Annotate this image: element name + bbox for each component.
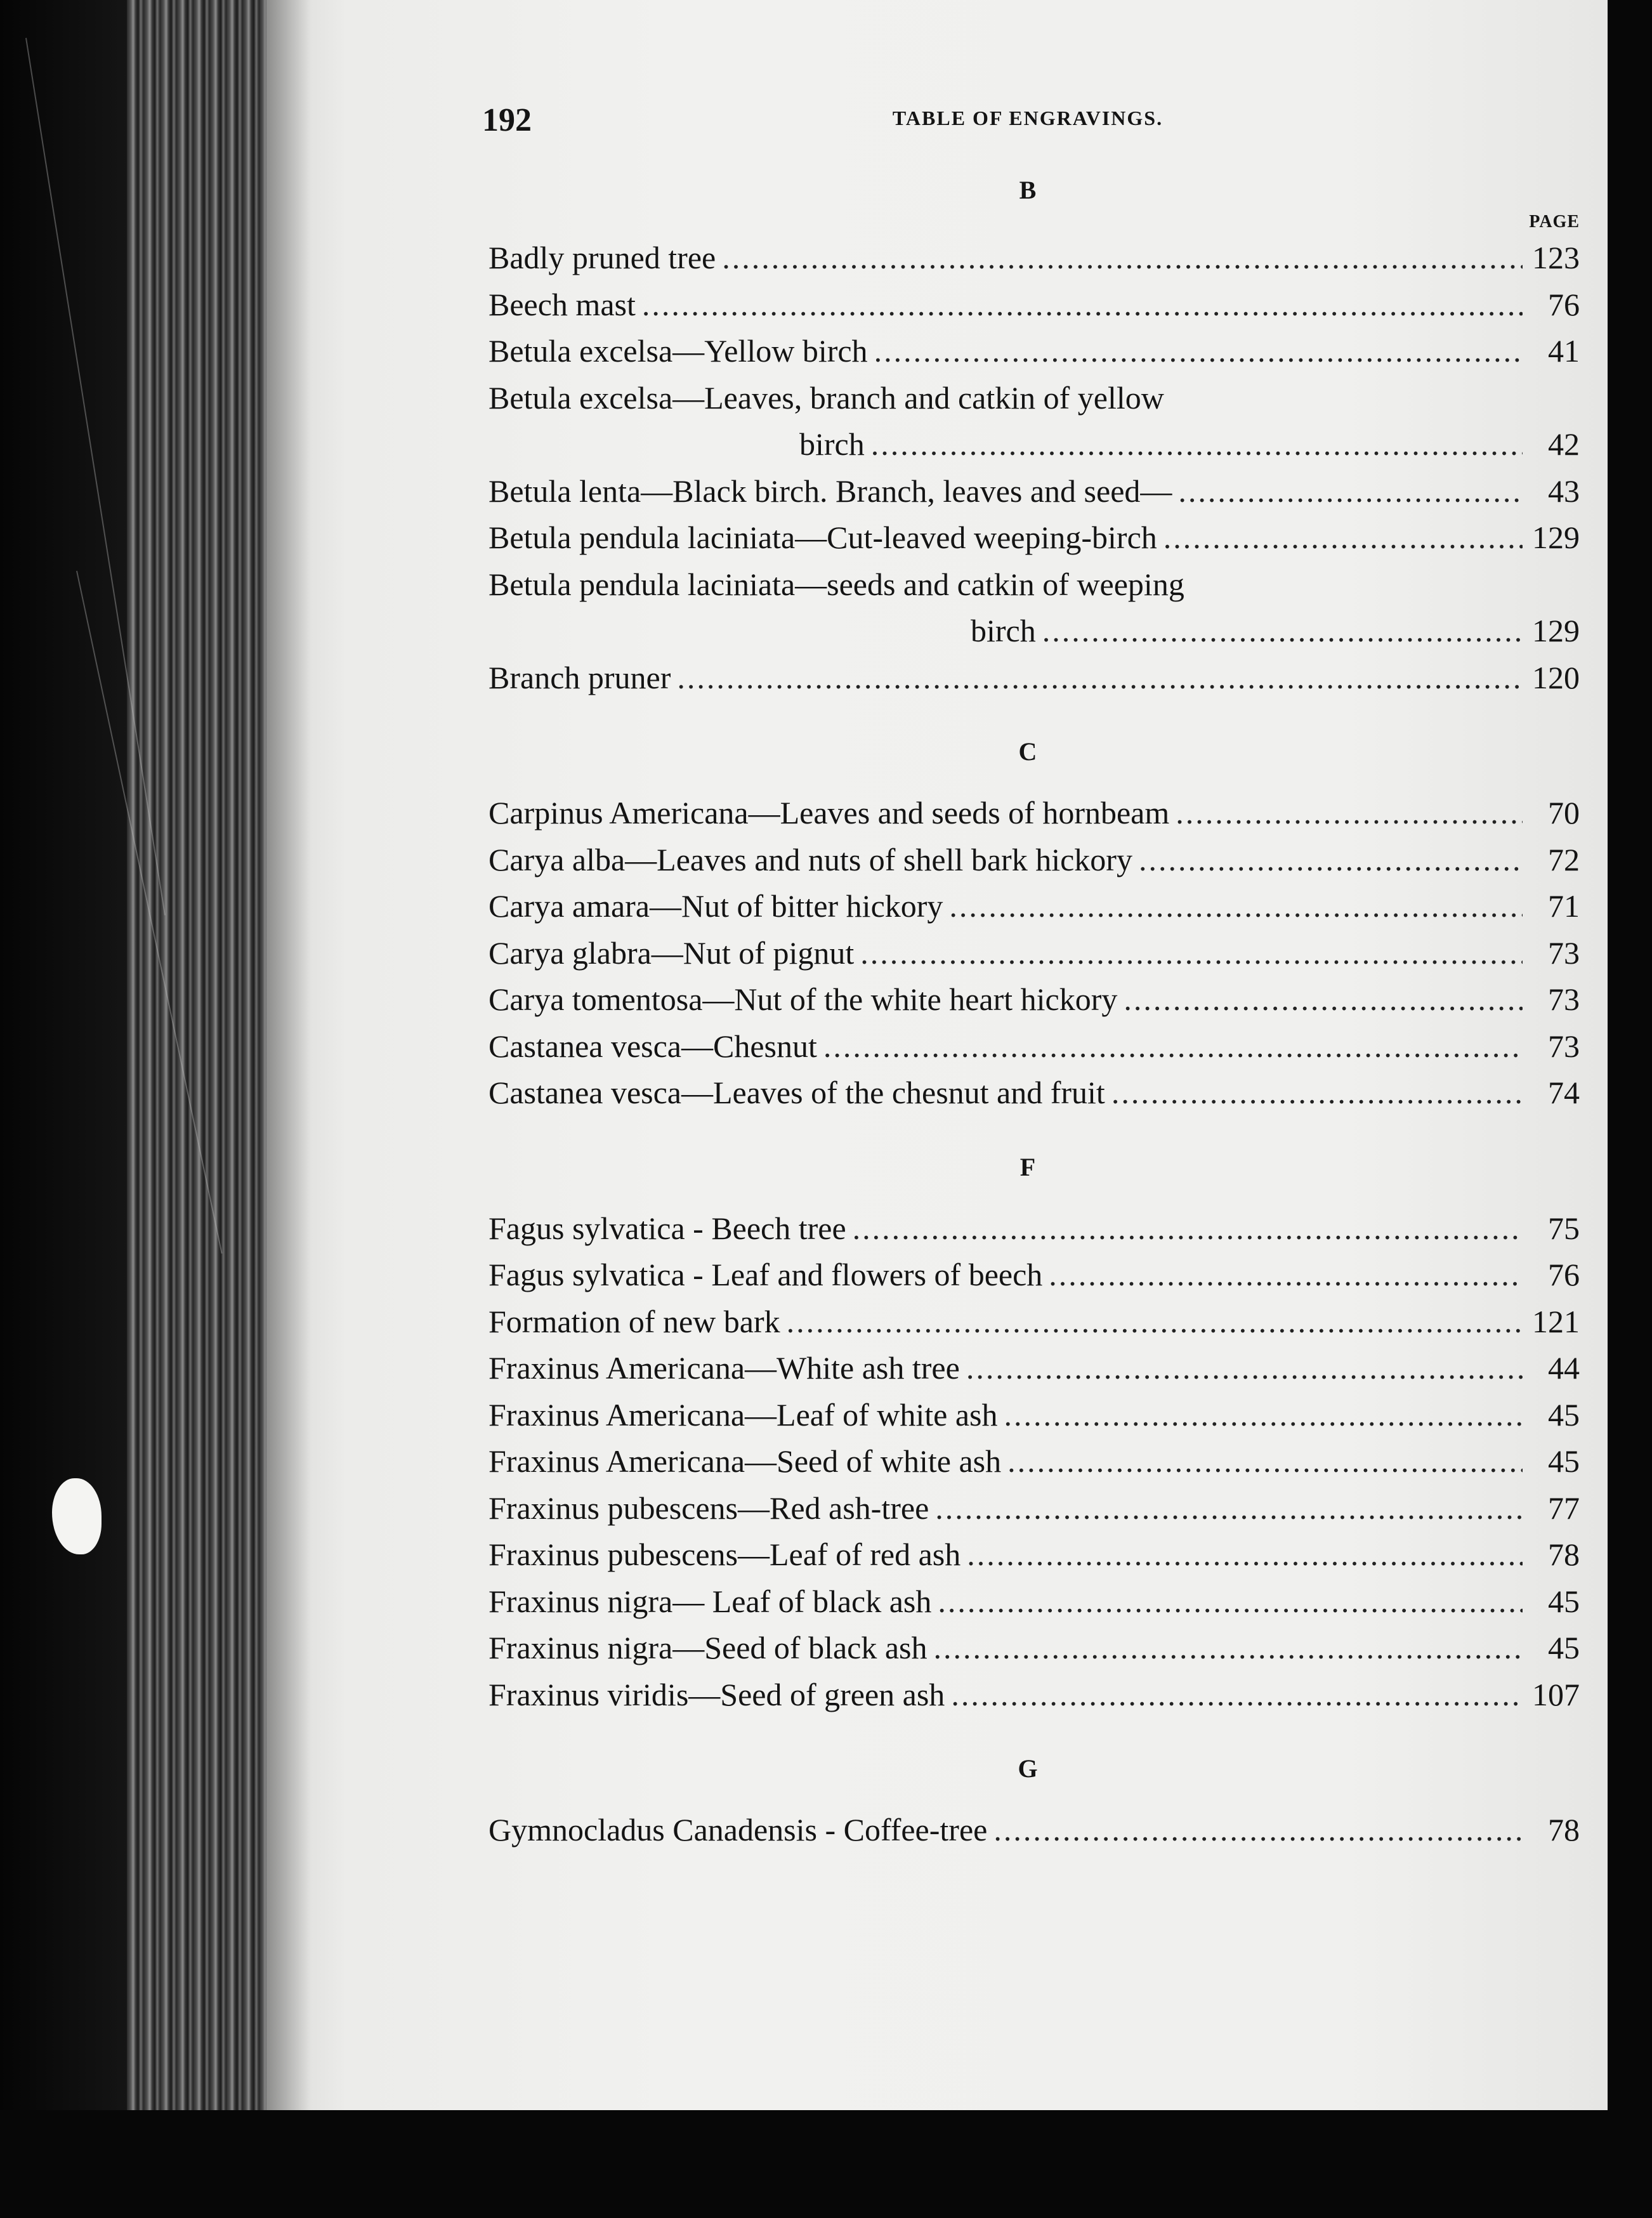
section-spacer: [488, 701, 1580, 733]
index-entry: [488, 282, 1580, 329]
dot-leader: [642, 282, 1523, 329]
index-entry: [488, 1625, 1580, 1672]
index-entry: [488, 1205, 1580, 1252]
entry-page-number: 107: [1532, 1676, 1580, 1712]
entry-page-number: 73: [1548, 1028, 1580, 1064]
entry-title: Fraxinus viridis—Seed of green ash: [488, 1676, 945, 1712]
index-entry: [488, 1438, 1580, 1485]
index-entry: [488, 1023, 1580, 1070]
entry-title: Betula lenta—Black birch. Branch, leaves and seed—: [488, 473, 1172, 509]
section-spacer: [488, 771, 1580, 790]
entry-page-number: 71: [1548, 888, 1580, 924]
entry-title: Fraxinus nigra—Seed of black ash: [488, 1630, 928, 1665]
film-border-bottom: [0, 2110, 1652, 2218]
index-entry: [488, 976, 1580, 1023]
entry-title: Fagus sylvatica - Leaf and flowers of beech: [488, 1257, 1043, 1292]
entry-page-number: 45: [1548, 1583, 1580, 1619]
entry-title: Fraxinus pubescens—Red ash-tree: [488, 1490, 929, 1526]
section-letter: G: [1018, 1754, 1038, 1783]
section-letter: C: [1018, 737, 1037, 766]
entry-page-number: 73: [1548, 981, 1580, 1017]
dot-leader: [966, 1345, 1523, 1392]
entry-page-number: 123: [1532, 240, 1580, 275]
entry-page-number: 77: [1548, 1490, 1580, 1526]
dot-leader: [853, 1205, 1523, 1252]
entry-page-number: 129: [1532, 520, 1580, 555]
entry-title: Carya amara—Nut of bitter hickory: [488, 888, 943, 924]
entry-page-number: 44: [1548, 1350, 1580, 1386]
entry-title: Betula pendula laciniata—Cut-leaved weeping-birch: [488, 520, 1157, 555]
film-border-right: [1608, 0, 1652, 2218]
entry-page-number: 74: [1548, 1075, 1580, 1110]
index-entry: [488, 1299, 1580, 1346]
entry-page-number: 45: [1548, 1396, 1580, 1433]
entry-page-number: 78: [1548, 1537, 1580, 1572]
index-entry: [488, 1672, 1580, 1719]
index-entry: [488, 1252, 1580, 1299]
entry-page-number: 129: [1532, 613, 1580, 648]
section-letter: F: [1019, 1152, 1036, 1181]
dot-leader: [787, 1299, 1523, 1346]
entry-title: Fraxinus nigra— Leaf of black ash: [488, 1583, 932, 1619]
index-entry: [488, 1070, 1580, 1117]
index-entry: [488, 235, 1580, 282]
entry-title: birch: [971, 613, 1036, 648]
index-entry: [488, 837, 1580, 884]
entry-page-number: 43: [1548, 473, 1580, 509]
dot-leader: [934, 1625, 1523, 1672]
entry-page-number: 70: [1548, 795, 1580, 830]
entry-title: Carya tomentosa—Nut of the white heart hickory: [488, 981, 1118, 1017]
index-entry: [488, 375, 1580, 422]
entry-title: Carya glabra—Nut of pignut: [488, 935, 855, 971]
entry-title: Castanea vesca—Leaves of the chesnut and fruit: [488, 1075, 1105, 1110]
dot-leader: [1007, 1438, 1523, 1485]
dot-leader: [1178, 468, 1523, 515]
entry-page-number: 75: [1548, 1210, 1580, 1246]
entry-title: Fraxinus Americana—White ash tree: [488, 1350, 960, 1386]
dot-leader: [1164, 515, 1523, 561]
dot-leader: [874, 328, 1523, 375]
index-entry: [488, 1578, 1580, 1625]
section-spacer: [488, 1117, 1580, 1148]
index-entry: [488, 515, 1580, 561]
entry-title: Betula excelsa—Yellow birch: [488, 333, 868, 369]
dot-leader: [1176, 790, 1523, 837]
entry-title: Formation of new bark: [488, 1303, 780, 1339]
entry-page-number: 45: [1548, 1443, 1580, 1479]
dot-leader: [860, 930, 1523, 977]
dot-leader: [951, 1672, 1523, 1719]
dot-leader: [1004, 1392, 1523, 1439]
table-of-engravings: [488, 171, 1580, 1854]
entry-title: Fraxinus Americana—Seed of white ash: [488, 1443, 1002, 1479]
index-entry: [488, 561, 1580, 608]
gutter-shadow: [266, 0, 311, 2119]
index-entry: [488, 930, 1580, 977]
entry-page-number: 121: [1532, 1303, 1580, 1339]
entry-title: Branch pruner: [488, 659, 671, 695]
entry-page-number: 78: [1548, 1812, 1580, 1847]
index-entry: [488, 883, 1580, 930]
index-entry: [488, 608, 1580, 655]
entry-title: Betula excelsa—Leaves, branch and catkin of yellow: [488, 379, 1164, 416]
index-entry: [488, 1345, 1580, 1392]
dot-leader: [938, 1578, 1523, 1625]
dot-leader: [1049, 1252, 1523, 1299]
dot-leader: [949, 883, 1523, 930]
entry-title: Carpinus Americana—Leaves and seeds of hornbeam: [488, 795, 1170, 830]
index-entry: [488, 1392, 1580, 1439]
index-entry: [488, 468, 1580, 515]
entry-title: Beech mast: [488, 286, 636, 322]
entry-page-number: 76: [1548, 286, 1580, 322]
dot-leader: [677, 655, 1523, 702]
dot-leader: [967, 1532, 1523, 1578]
dot-leader: [993, 1807, 1523, 1854]
section-spacer: [488, 1718, 1580, 1750]
dot-leader: [722, 235, 1523, 282]
section-spacer: [488, 1788, 1580, 1807]
entry-page-number: 76: [1548, 1257, 1580, 1292]
dot-leader: [1139, 837, 1523, 884]
index-entry: [488, 1532, 1580, 1578]
dot-leader: [823, 1023, 1523, 1070]
entry-page-number: 42: [1548, 426, 1580, 462]
running-title: TABLE OF ENGRAVINGS.: [892, 107, 1164, 129]
entry-title: Carya alba—Leaves and nuts of shell bark hickory: [488, 841, 1132, 877]
entry-page-number: 41: [1548, 333, 1580, 369]
index-entry: [488, 1485, 1580, 1532]
index-entry: [488, 655, 1580, 702]
index-entry: [488, 421, 1580, 468]
section-letter: B: [1019, 176, 1037, 204]
entry-title: Gymnocladus Canadensis - Coffee-tree: [488, 1812, 988, 1847]
dot-leader: [1111, 1070, 1523, 1117]
dot-leader: [1042, 608, 1523, 655]
running-head: [482, 102, 1573, 146]
entry-title: birch: [799, 426, 865, 462]
entry-title: Fagus sylvatica - Beech tree: [488, 1210, 846, 1246]
dot-leader: [935, 1485, 1523, 1532]
entry-title: Fraxinus pubescens—Leaf of red ash: [488, 1537, 961, 1572]
index-entry: [488, 790, 1580, 837]
dot-leader: [1124, 976, 1523, 1023]
page-number: 192: [482, 102, 532, 138]
entry-title: Castanea vesca—Chesnut: [488, 1028, 817, 1064]
book-page: [266, 0, 1608, 2119]
index-entry: [488, 1807, 1580, 1854]
entry-title: Betula pendula laciniata—seeds and catkin of weeping: [488, 566, 1184, 602]
entry-title: Fraxinus Americana—Leaf of white ash: [488, 1396, 998, 1433]
entry-page-number: 45: [1548, 1630, 1580, 1665]
dot-leader: [871, 421, 1523, 468]
entry-page-number: 120: [1532, 659, 1580, 695]
section-spacer: [488, 1186, 1580, 1205]
entry-page-number: 73: [1548, 935, 1580, 971]
page-column-heading: PAGE: [1529, 212, 1580, 232]
index-entry: [488, 328, 1580, 375]
entry-title: Badly pruned tree: [488, 240, 716, 275]
entry-page-number: 72: [1548, 841, 1580, 877]
